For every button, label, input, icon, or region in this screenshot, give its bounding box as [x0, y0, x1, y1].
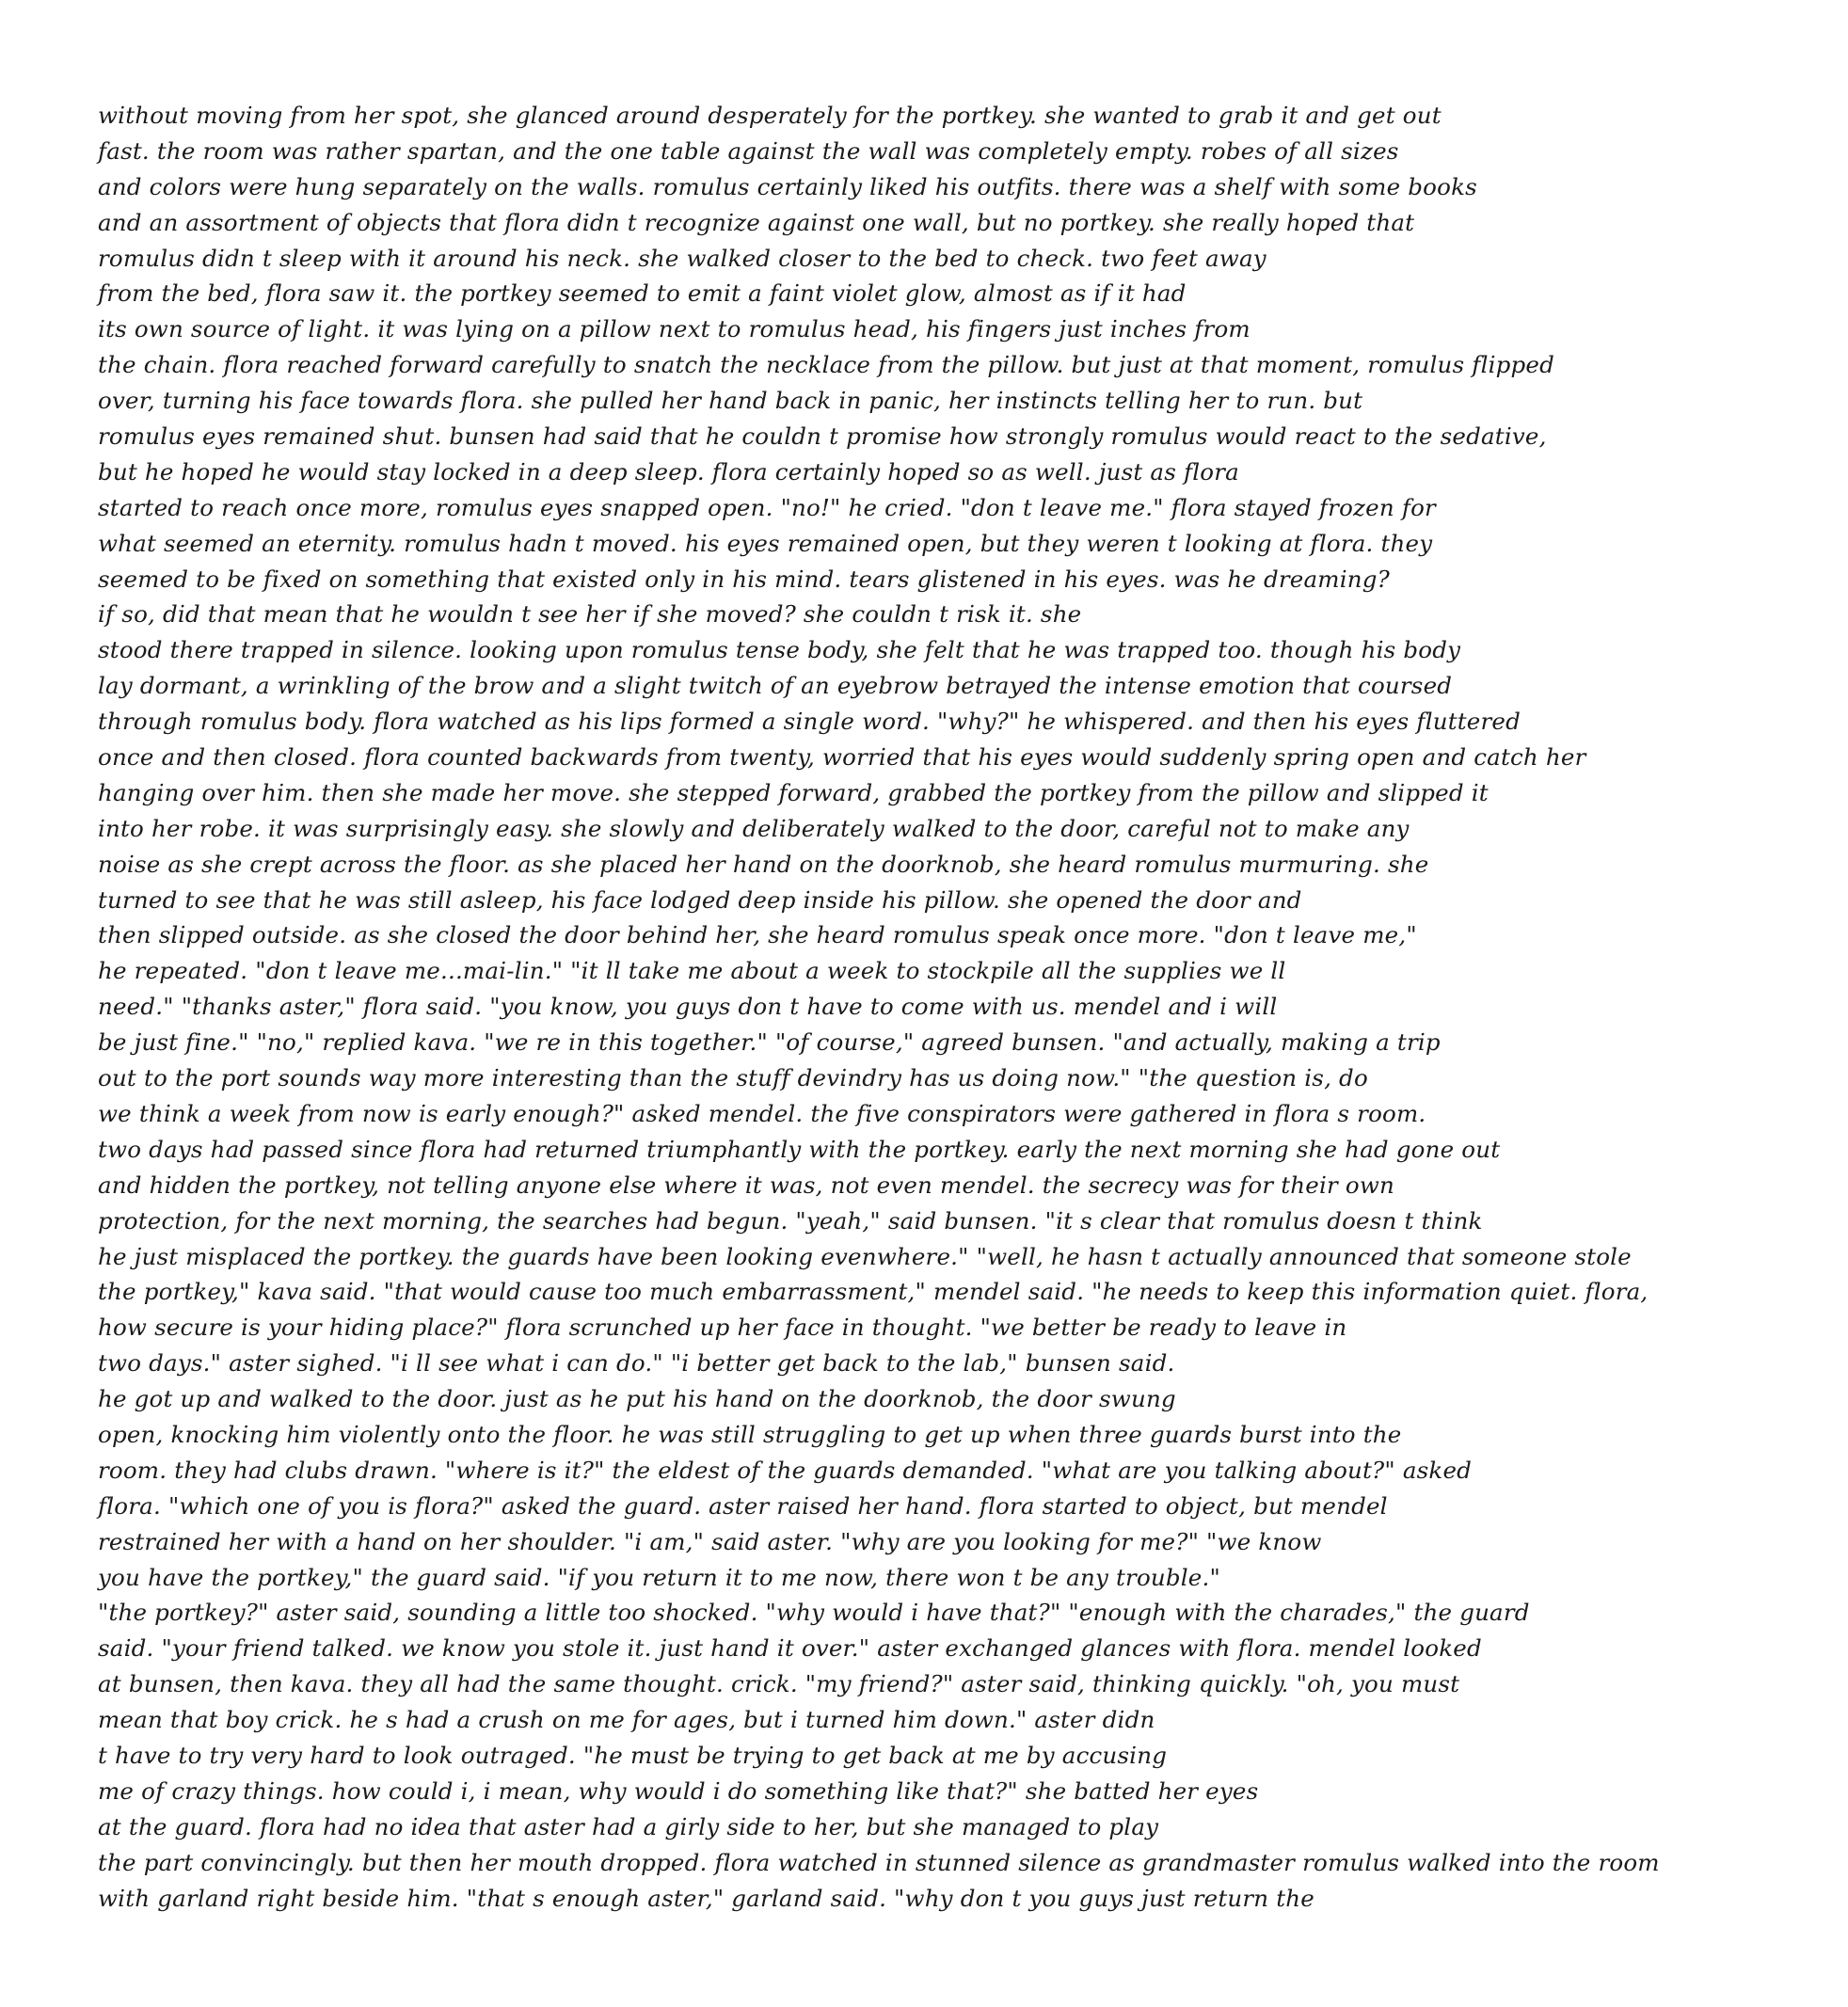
text-line: what seemed an eternity. romulus hadn t moved. his eyes remained open, but they weren t looking at flora. they: [98, 529, 1433, 557]
text-line: once and then closed. flora counted backwards from twenty, worried that his eyes would suddenly spring open and catch her: [98, 743, 1586, 772]
text-line: protection, for the next morning, the searches had begun. "yeah," said bunsen. "it s clear that romulus doesn t think: [98, 1206, 1483, 1234]
text-line: stood there trapped in silence. looking upon romulus tense body, she felt that he was trapped too. though his body: [98, 636, 1461, 664]
text-line: at the guard. flora had no idea that aster had a girly side to her, but she managed to play: [98, 1812, 1159, 1840]
text-line: but he hoped he would stay locked in a deep sleep. flora certainly hoped so as well. just as flora: [98, 457, 1239, 486]
text-line: and hidden the portkey, not telling anyone else where it was, not even mendel. the secrecy was for their own: [98, 1171, 1395, 1199]
text-line: romulus eyes remained shut. bunsen had said that he couldn t promise how strongly romulus would react to the sedative,: [98, 422, 1547, 451]
text-line: at bunsen, then kava. they all had the same thought. crick. "my friend?" aster said, thinking quickly. "oh, you must: [98, 1670, 1460, 1698]
text-line: then slipped outside. as she closed the door behind her, she heard romulus speak once more. "don t leave me,": [98, 921, 1417, 949]
text-line: t have to try very hard to look outraged. "he must be trying to get back at me by accusing: [98, 1741, 1168, 1769]
text-line: the portkey," kava said. "that would cause too much embarrassment," mendel said. "he needs to keep this information quiet. flora,: [98, 1278, 1649, 1306]
handwritten-text-block: [98, 98, 1839, 1916]
text-line: its own source of light. it was lying on a pillow next to romulus head, his fingers just inches from: [98, 315, 1251, 343]
text-line: seemed to be fixed on something that existed only in his mind. tears glistened in his eyes. was he dreaming?: [98, 565, 1390, 593]
text-line: the chain. flora reached forward carefully to snatch the necklace from the pillow. but just at that moment, romulus flipped: [98, 351, 1554, 379]
text-line: into her robe. it was surprisingly easy. she slowly and deliberately walked to the door, careful not to make any: [98, 814, 1410, 842]
text-line: flora. "which one of you is flora?" asked the guard. aster raised her hand. flora started to object, but mendel: [98, 1491, 1388, 1520]
text-line: mean that boy crick. he s had a crush on me for ages, but i turned him down." aster didn: [98, 1706, 1155, 1734]
text-line: from the bed, flora saw it. the portkey seemed to emit a faint violet glow, almost as if it had: [98, 279, 1187, 308]
text-line: romulus didn t sleep with it around his neck. she walked closer to the bed to check. two feet away: [98, 244, 1267, 272]
text-line: open, knocking him violently onto the floor. he was still struggling to get up when three guards burst into the: [98, 1420, 1402, 1448]
text-line: said. "your friend talked. we know you stole it. just hand it over." aster exchanged glances with flora. mendel looked: [98, 1634, 1482, 1663]
text-line: be just fine." "no," replied kava. "we re in this together." "of course," agreed bunsen. "and actually, making a trip: [98, 1028, 1441, 1057]
text-line: out to the port sounds way more interesting than the stuff devindry has us doing now." "the question is, do: [98, 1064, 1368, 1092]
text-line: fast. the room was rather spartan, and the one table against the wall was completely empty. robes of all sizes: [98, 136, 1399, 165]
text-line: if so, did that mean that he wouldn t see her if she moved? she couldn t risk it. she: [98, 600, 1082, 629]
text-line: two days." aster sighed. "i ll see what i can do." "i better get back to the lab," bunsen said.: [98, 1349, 1175, 1378]
text-line: turned to see that he was still asleep, his face lodged deep inside his pillow. she opened the door and: [98, 885, 1302, 914]
text-line: me of crazy things. how could i, i mean, why would i do something like that?" she batted her eyes: [98, 1776, 1259, 1805]
text-line: he just misplaced the portkey. the guards have been looking evenwhere." "well, he hasn t actually announced that someone stole: [98, 1242, 1632, 1270]
text-line: two days had passed since flora had returned triumphantly with the portkey. early the next morning she had gone out: [98, 1135, 1501, 1163]
text-line: he got up and walked to the door. just as he put his hand on the doorknob, the door swung: [98, 1385, 1176, 1413]
text-line: hanging over him. then she made her move. she stepped forward, grabbed the portkey from the pillow and slipped it: [98, 778, 1489, 806]
text-line: need." "thanks aster," flora said. "you know, you guys don t have to come with us. mendel and i will: [98, 993, 1278, 1021]
text-line: and an assortment of objects that flora didn t recognize against one wall, but no portkey. she really hoped that: [98, 208, 1415, 236]
text-line: started to reach once more, romulus eyes snapped open. "no!" he cried. "don t leave me." flora stayed frozen for: [98, 493, 1436, 521]
text-line: through romulus body. flora watched as his lips formed a single word. "why?" he whispered. and then his eyes fluttered: [98, 708, 1521, 736]
text-line: he repeated. "don t leave me...mai-lin." "it ll take me about a week to stockpile all the supplies we ll: [98, 957, 1286, 985]
text-line: how secure is your hiding place?" flora scrunched up her face in thought. "we better be ready to leave in: [98, 1314, 1347, 1342]
text-line: restrained her with a hand on her shoulder. "i am," said aster. "why are you looking for me?" "we know: [98, 1527, 1322, 1555]
text-line: room. they had clubs drawn. "where is it?" the eldest of the guards demanded. "what are you talking about?" asked: [98, 1456, 1473, 1484]
text-line: noise as she crept across the floor. as she placed her hand on the doorknob, she heard romulus murmuring. she: [98, 850, 1429, 878]
text-line: we think a week from now is early enough?" asked mendel. the five conspirators were gathered in flora s room.: [98, 1099, 1426, 1127]
text-line: lay dormant, a wrinkling of the brow and a slight twitch of an eyebrow betrayed the intense emotion that coursed: [98, 672, 1453, 700]
text-line: the part convincingly. but then her mouth dropped. flora watched in stunned silence as grandmaster romulus walked into the room: [98, 1848, 1660, 1876]
text-line: and colors were hung separately on the walls. romulus certainly liked his outfits. there was a shelf with some books: [98, 172, 1477, 200]
text-line: over, turning his face towards flora. she pulled her hand back in panic, her instincts telling her to run. but: [98, 387, 1363, 415]
text-line: "the portkey?" aster said, sounding a little too shocked. "why would i have that?" "enough with the charades," the guard: [98, 1599, 1530, 1627]
text-line: you have the portkey," the guard said. "if you return it to me now, there won t be any trouble.": [98, 1563, 1220, 1591]
text-line: without moving from her spot, she glanced around desperately for the portkey. she wanted to grab it and get out: [98, 102, 1442, 129]
text-line: with garland right beside him. "that s enough aster," garland said. "why don t you guys just return the: [98, 1884, 1314, 1912]
